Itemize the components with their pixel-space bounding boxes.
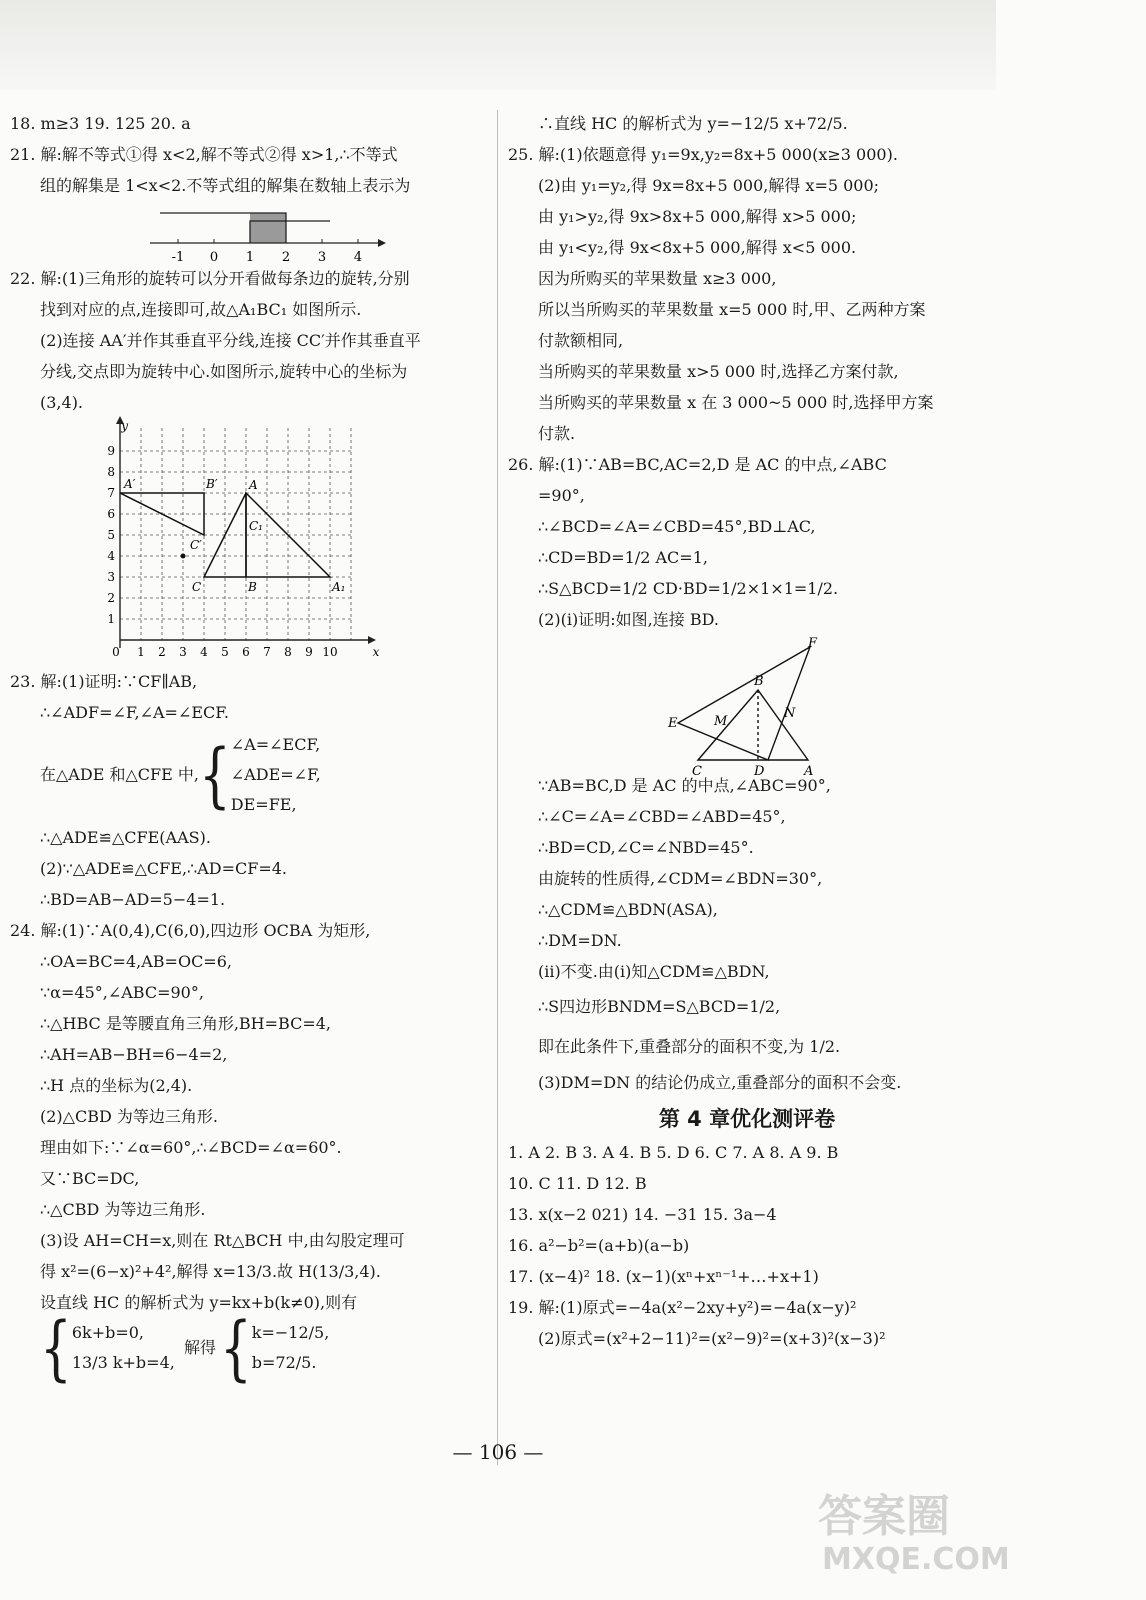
q25-line4: 由 y₁<y₂,得 9x<8x+5 000,解得 x<5 000. — [538, 238, 857, 257]
solution: k=−12/5, — [251, 1323, 330, 1342]
x-tick: 10 — [322, 645, 338, 659]
brace: { — [219, 1307, 252, 1389]
label-f: F — [808, 636, 818, 651]
y-tick: 6 — [107, 507, 115, 521]
q19-line2: (2)原式=(x²+2−11)²=(x²−9)²=(x+3)²(x−3)² — [538, 1329, 886, 1348]
solve-word: 解得 — [183, 1338, 216, 1357]
congruence-conditions — [231, 730, 321, 820]
tick-label: 3 — [317, 250, 327, 265]
solution: b=72/5. — [251, 1353, 317, 1372]
answers-1-9: 1. A 2. B 3. A 4. B 5. D 6. C 7. A 8. A 9. B — [508, 1143, 839, 1162]
tick-label: 4 — [353, 250, 363, 265]
condition: ∠ADE=∠F, — [230, 765, 321, 784]
q24-system — [10, 1307, 488, 1389]
q24-line2: ∴OA=BC=4,AB=OC=6, — [40, 952, 232, 971]
q26-line1: 26. 解:(1)∵AB=BC,AC=2,D 是 AC 的中点,∠ABC — [508, 455, 887, 474]
q26-line5: ∴S△BCD=1/2 CD·BD=1/2×1×1=1/2. — [538, 579, 839, 598]
q24-line13: 设直线 HC 的解析式为 y=kx+b(k≠0),则有 — [40, 1293, 358, 1312]
q21-line1: 21. 解:解不等式①得 x<2,解不等式②得 x>1,∴不等式 — [10, 145, 398, 164]
q23-line1: 23. 解:(1)证明:∵CF∥AB, — [10, 672, 198, 691]
q22-line3: (2)连接 AA′并作其垂直平分线,连接 CC′并作其垂直平 — [40, 331, 421, 350]
y-tick: 3 — [107, 570, 115, 584]
x-tick: 5 — [221, 645, 229, 659]
y-axis-label: y — [121, 419, 128, 433]
label-c: C — [692, 764, 702, 779]
tick-label: 1 — [245, 250, 255, 265]
solution-region — [250, 213, 286, 243]
q22-line4: 分线,交点即为旋转中心.如图所示,旋转中心的坐标为 — [40, 362, 408, 381]
label-n: N — [784, 706, 796, 721]
q26-line13: (ⅱ)不变.由(ⅰ)知△CDM≌△BDN, — [538, 962, 770, 981]
q25-line3: 由 y₁>y₂,得 9x>8x+5 000,解得 x>5 000; — [538, 207, 857, 226]
brace: { — [198, 734, 231, 816]
x-tick: 2 — [158, 645, 166, 659]
x-tick: 8 — [284, 645, 292, 659]
watermark-text: 答案圈 — [818, 1491, 950, 1542]
q25-line1: 25. 解:(1)依题意得 y₁=9x,y₂=8x+5 000(x≥3 000). — [508, 145, 898, 164]
q24-line1: 24. 解:(1)∵A(0,4),C(6,0),四边形 OCBA 为矩形, — [10, 921, 371, 940]
label-b: B — [754, 674, 764, 689]
y-tick: 7 — [107, 486, 115, 500]
q23-line5: ∴BD=AB−AD=5−4=1. — [40, 890, 226, 909]
q26-line3: ∴∠BCD=∠A=∠CBD=45°,BD⊥AC, — [538, 517, 816, 536]
y-tick: 2 — [107, 591, 115, 605]
label-c: C — [192, 580, 202, 594]
triangle-def — [678, 647, 810, 760]
y-tick-labels — [107, 419, 128, 626]
q26-line7: ∵AB=BC,D 是 AC 的中点,∠ABC=90°, — [538, 776, 831, 795]
section-title: 第 4 章优化测评卷 — [658, 1107, 836, 1131]
label-d: D — [754, 764, 765, 779]
q25-line6: 所以当所购买的苹果数量 x=5 000 时,甲、乙两种方案 — [538, 300, 926, 319]
q23-system-prefix: 在△ADE 和△CFE 中, — [40, 765, 199, 784]
x-tick: 6 — [242, 645, 250, 659]
grid-lines — [120, 428, 351, 640]
x-tick: 7 — [263, 645, 271, 659]
q24-line3: ∵α=45°,∠ABC=90°, — [40, 983, 204, 1002]
watermark-logo — [808, 1470, 1010, 1590]
q23-line3: ∴△ADE≌△CFE(AAS). — [40, 828, 211, 847]
tick-label: 0 — [209, 250, 219, 265]
column-divider — [497, 110, 498, 1465]
label-a-prime: A′ — [124, 477, 136, 491]
label-a1: A₁ — [332, 580, 346, 594]
brace: { — [40, 1307, 72, 1389]
label-c-prime: C′ — [190, 538, 202, 552]
x-axis-label: x — [372, 645, 380, 659]
q26-line2: =90°, — [538, 486, 585, 505]
q26-line16: (3)DM=DN 的结论仍成立,重叠部分的面积不会变. — [538, 1073, 902, 1092]
triangle-figure — [668, 635, 1146, 779]
q26-line14: ∴S四边形BNDM=S△BCD=1/2, — [538, 997, 781, 1016]
watermark-url: MXQE.COM — [822, 1542, 1010, 1577]
q26-line12: ∴DM=DN. — [538, 931, 622, 950]
x-tick: 9 — [305, 645, 313, 659]
q25-line2: (2)由 y₁=y₂,得 9x=8x+5 000,解得 x=5 000; — [538, 176, 880, 195]
condition: DE=FE, — [230, 795, 297, 814]
q25-line5: 因为所购买的苹果数量 x≥3 000, — [538, 269, 777, 288]
left-column — [10, 108, 488, 1389]
condition: ∠A=∠ECF, — [230, 735, 321, 754]
q24-line8: 理由如下:∵∠α=60°,∴∠BCD=∠α=60°. — [40, 1138, 342, 1157]
q24-line7: (2)△CBD 为等边三角形. — [40, 1107, 218, 1126]
right-column — [508, 108, 986, 1354]
label-b-prime: B′ — [206, 477, 218, 491]
q25-line7: 付款额相同, — [538, 331, 624, 350]
tick-label: -1 — [171, 250, 185, 265]
q24-line10: ∴△CBD 为等边三角形. — [40, 1200, 206, 1219]
x-tick: 0 — [112, 645, 120, 659]
y-tick: 1 — [107, 612, 115, 626]
y-tick: 9 — [107, 444, 115, 458]
q26-line8: ∴∠C=∠A=∠CBD=∠ABD=45°, — [538, 807, 786, 826]
label-a: A — [804, 764, 814, 779]
q25-line9: 当所购买的苹果数量 x 在 3 000~5 000 时,选择甲方案 — [538, 393, 934, 412]
solution-system — [252, 1318, 330, 1378]
q26-line10: 由旋转的性质得,∠CDM=∠BDN=30°, — [538, 869, 823, 888]
equation-system — [72, 1318, 175, 1378]
q24-line6: ∴H 点的坐标为(2,4). — [40, 1076, 193, 1095]
q26-line11: ∴△CDM≌△BDN(ASA), — [538, 900, 718, 919]
q25-line10: 付款. — [538, 424, 576, 443]
q19-line1: 19. 解:(1)原式=−4a(x²−2xy+y²)=−4a(x−y)² — [508, 1298, 857, 1317]
label-e: E — [668, 716, 678, 731]
q25-line8: 当所购买的苹果数量 x>5 000 时,选择乙方案付款, — [538, 362, 899, 381]
x-tick: 1 — [137, 645, 145, 659]
q24-line4: ∴△HBC 是等腰直角三角形,BH=BC=4, — [40, 1014, 331, 1033]
q24-line12: 得 x²=(6−x)²+4²,解得 x=13/3.故 H(13/3,4). — [40, 1262, 381, 1281]
q26-line9: ∴BD=CD,∠C=∠NBD=45°. — [538, 838, 754, 857]
page-number: — 106 — — [452, 1440, 544, 1464]
y-tick: 8 — [107, 465, 115, 479]
y-tick: 5 — [107, 528, 115, 542]
answer-18-20: 18. m≥3 19. 125 20. a — [10, 114, 191, 133]
answer-16: 16. a²−b²=(a+b)(a−b) — [508, 1236, 690, 1255]
q24-conclusion: ∴直线 HC 的解析式为 y=−12/5 x+72/5. — [538, 114, 848, 133]
label-m: M — [714, 714, 728, 729]
answers-13-15: 13. x(x−2 021) 14. −31 15. 3a−4 — [508, 1205, 777, 1224]
q26-line15: 即在此条件下,重叠部分的面积不变,为 1/2. — [538, 1037, 841, 1056]
label-b: B — [248, 580, 257, 594]
equation: 13/3 k+b=4, — [71, 1353, 175, 1372]
answers-10-12: 10. C 11. D 12. B — [508, 1174, 647, 1193]
x-tick-labels — [112, 645, 379, 659]
equation: 6k+b=0, — [71, 1323, 145, 1342]
scan-top-shadow — [0, 0, 996, 90]
q23-line4: (2)∵△ADE≌△CFE,∴AD=CF=4. — [40, 859, 288, 878]
q22-line5: (3,4). — [40, 393, 84, 412]
tick-label: 2 — [281, 250, 291, 265]
q24-line9: 又∵BC=DC, — [40, 1169, 140, 1188]
q23-line2: ∴∠ADF=∠F,∠A=∠ECF. — [40, 703, 229, 722]
q23-system — [10, 730, 488, 820]
answers-17-18: 17. (x−4)² 18. (x−1)(xⁿ+xⁿ⁻¹+…+x+1) — [508, 1267, 819, 1286]
q26-line6: (2)(ⅰ)证明:如图,连接 BD. — [538, 610, 719, 629]
q24-line11: (3)设 AH=CH=x,则在 Rt△BCH 中,由勾股定理可 — [40, 1231, 405, 1250]
y-tick: 4 — [107, 549, 115, 563]
label-a: A — [249, 478, 258, 492]
x-tick: 4 — [200, 645, 208, 659]
x-tick: 3 — [179, 645, 187, 659]
q21-line2: 组的解集是 1<x<2.不等式组的解集在数轴上表示为 — [40, 176, 411, 195]
rotation-center-point — [181, 554, 186, 559]
q22-line1: 22. 解:(1)三角形的旋转可以分开看做每条边的旋转,分别 — [10, 269, 410, 288]
q24-line5: ∴AH=AB−BH=6−4=2, — [40, 1045, 228, 1064]
q26-line4: ∴CD=BD=1/2 AC=1, — [538, 548, 708, 567]
q22-line2: 找到对应的点,连接即可,故△A₁BC₁ 如图所示. — [40, 300, 362, 319]
label-c1: C₁ — [249, 519, 263, 533]
